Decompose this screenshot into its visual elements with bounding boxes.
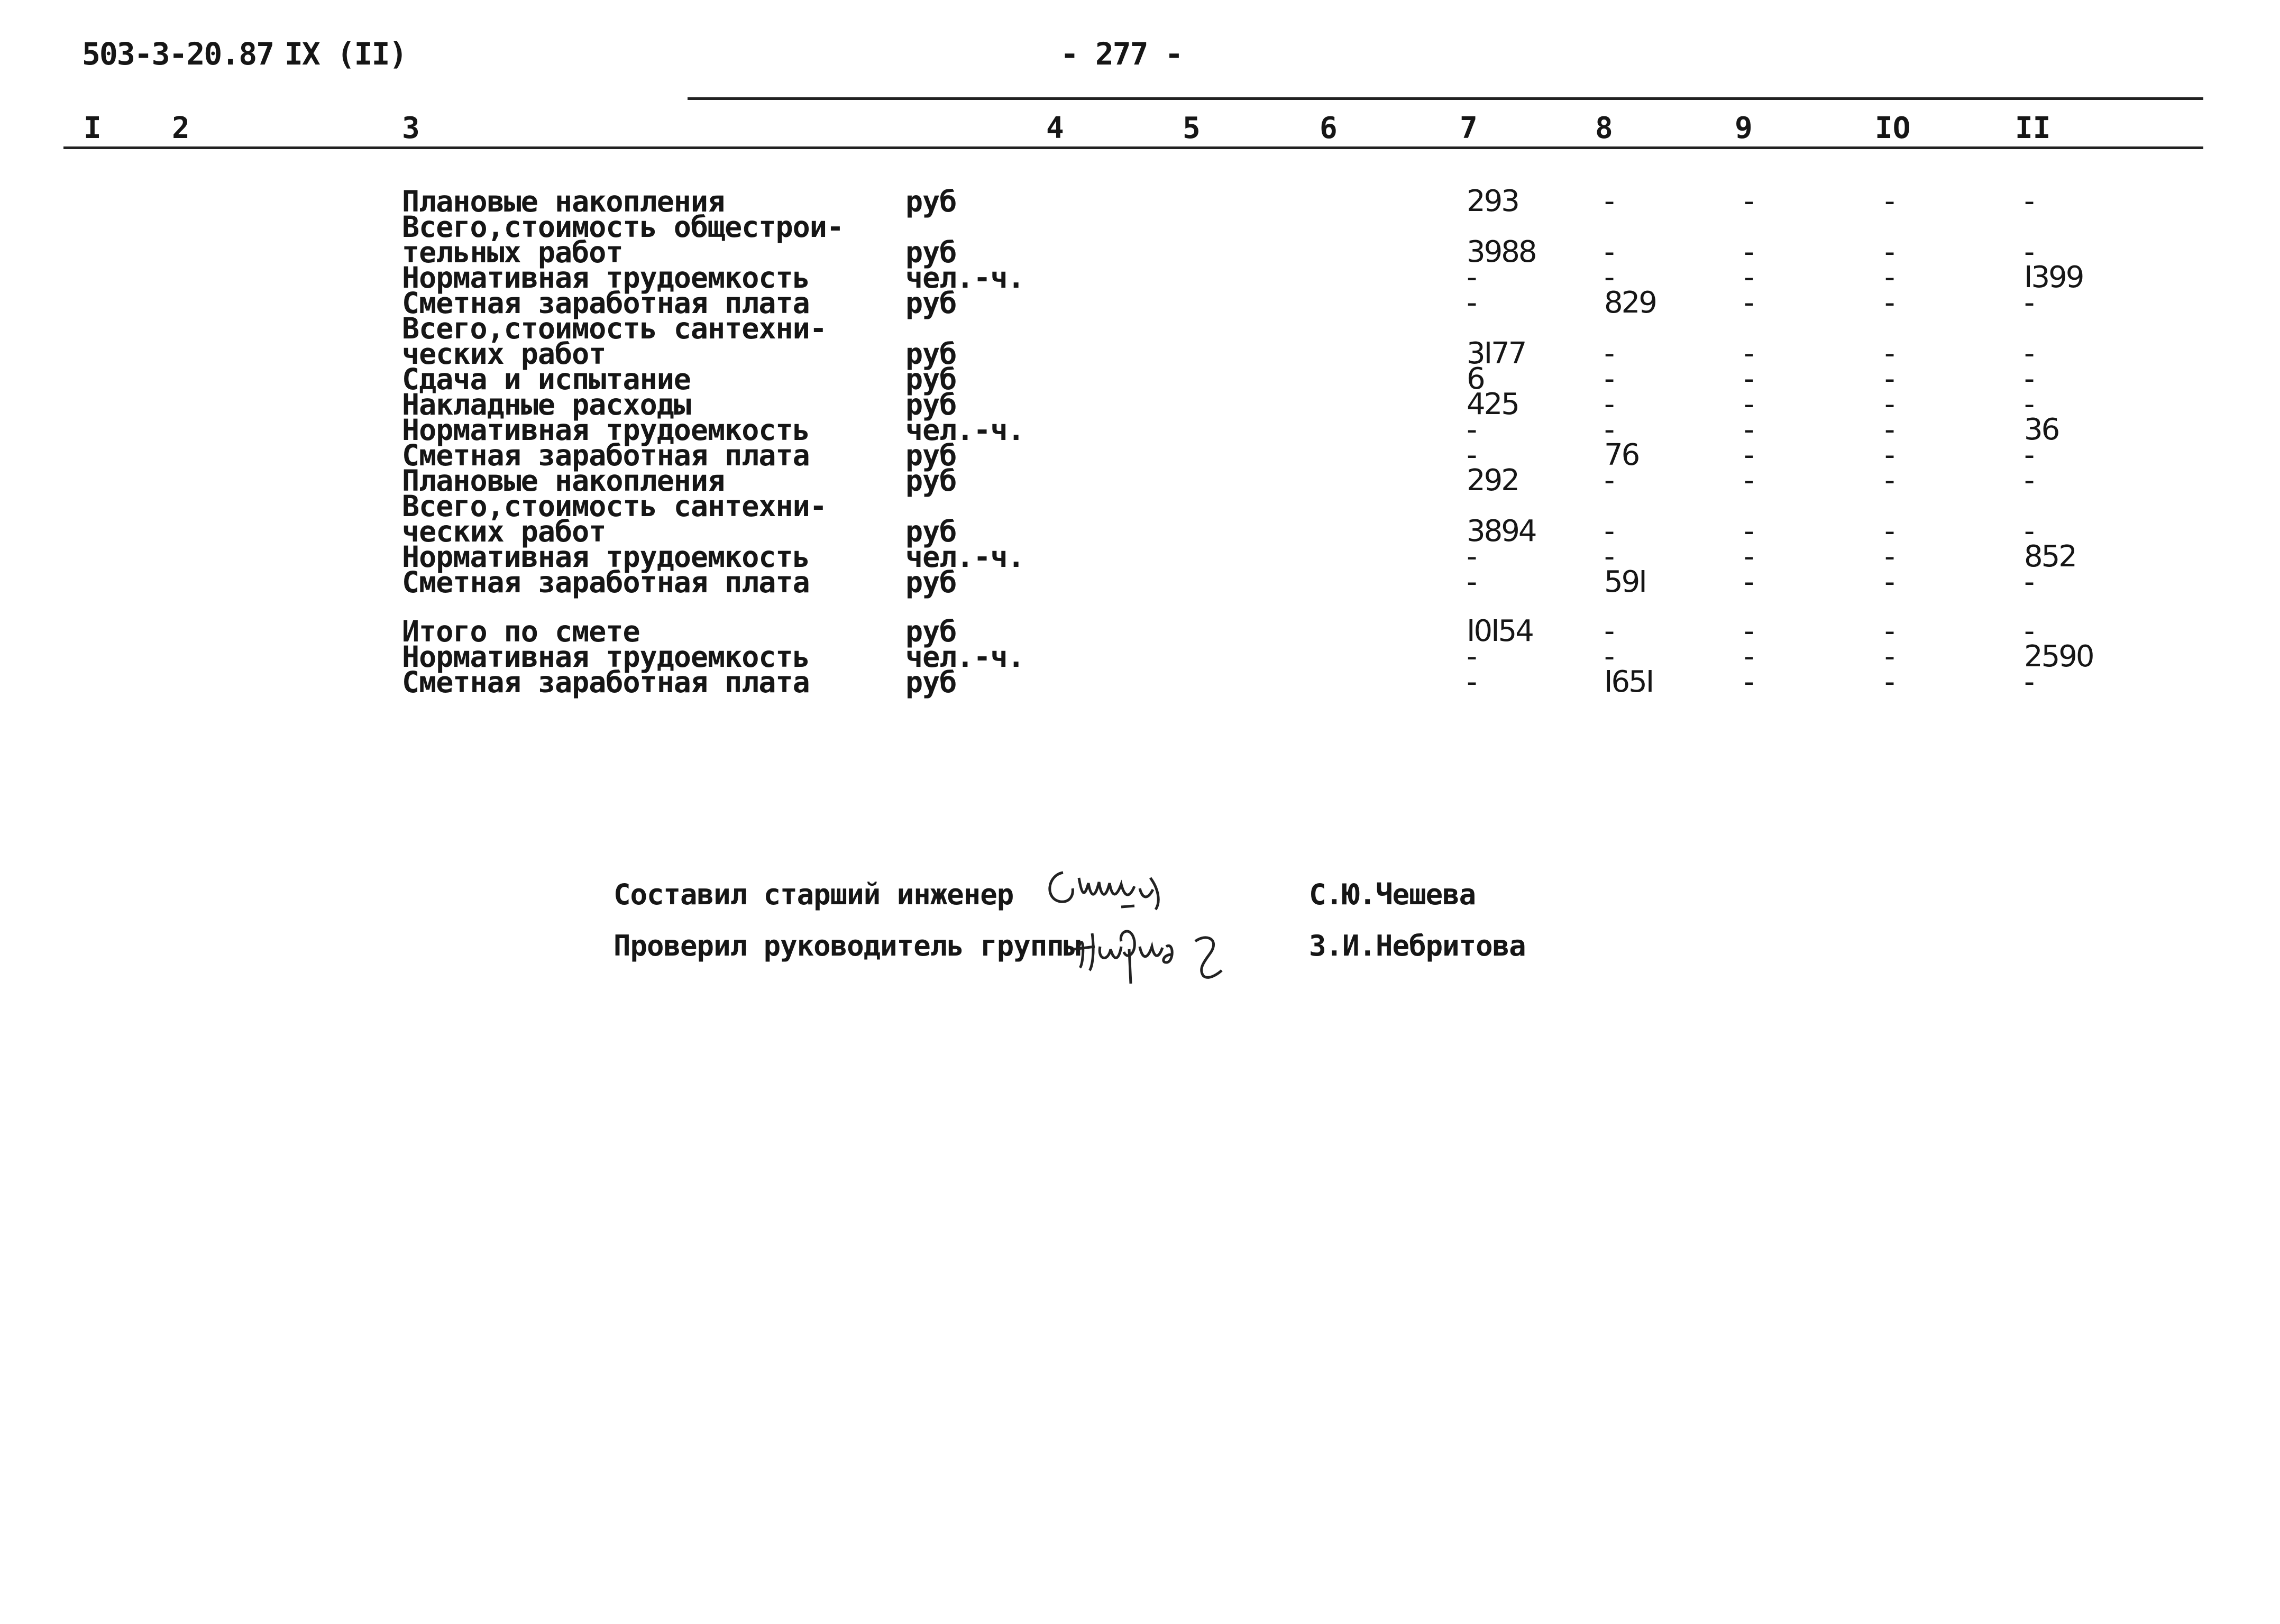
col11-value: - xyxy=(2024,565,2034,599)
column-number: 7 xyxy=(1460,111,1478,145)
table-row xyxy=(0,412,2280,447)
col10-value: - xyxy=(1884,639,1894,674)
col8-value: 829 xyxy=(1604,286,1656,320)
table-row xyxy=(0,438,2280,472)
row-unit: чел.-ч. xyxy=(905,261,1024,295)
col7-value: - xyxy=(1467,286,1476,320)
row-unit: руб xyxy=(905,614,957,648)
row-unit: чел.-ч. xyxy=(905,640,1024,674)
row-unit: руб xyxy=(905,235,957,269)
table-row xyxy=(0,463,2280,498)
col11-value: - xyxy=(2024,336,2034,371)
col8-value: 76 xyxy=(1604,438,1639,472)
checked-by-label: Проверил руководитель группы xyxy=(614,929,1081,962)
col9-value: - xyxy=(1744,514,1753,548)
col10-value: - xyxy=(1884,438,1894,472)
row-unit: руб xyxy=(905,665,957,699)
col11-value: - xyxy=(2024,235,2034,269)
col10-value: - xyxy=(1884,184,1894,218)
compiled-by-name: С.Ю.Чешева xyxy=(1309,878,1476,911)
column-number: II xyxy=(2015,111,2051,145)
row-unit: руб xyxy=(905,286,957,320)
row-name: Сметная заработная плата xyxy=(402,286,810,320)
col10-value: - xyxy=(1884,514,1894,548)
col9-value: - xyxy=(1744,260,1753,295)
col8-value: - xyxy=(1604,235,1614,269)
col7-value: 3894 xyxy=(1467,514,1536,548)
col10-value: - xyxy=(1884,565,1894,599)
column-number: IO xyxy=(1875,111,1911,145)
section-code: IX (II) xyxy=(285,36,407,72)
col9-value: - xyxy=(1744,362,1753,396)
row-name: Плановые накопления xyxy=(402,185,725,218)
col10-value: - xyxy=(1884,665,1894,699)
col8-value: - xyxy=(1604,184,1614,218)
page-number: - 277 - xyxy=(1060,36,1183,72)
row-name: Сдача и испытание xyxy=(402,362,691,396)
table-row xyxy=(0,311,2280,345)
row-unit: руб xyxy=(905,515,957,548)
table-row xyxy=(0,665,2280,699)
row-name: Сметная заработная плата xyxy=(402,438,810,472)
table-row xyxy=(0,565,2280,599)
col7-value: I0I54 xyxy=(1467,614,1533,648)
col11-value: - xyxy=(2024,438,2034,472)
col10-value: - xyxy=(1884,260,1894,295)
col10-value: - xyxy=(1884,387,1894,421)
table-row xyxy=(0,514,2280,548)
col11-value: - xyxy=(2024,463,2034,498)
row-unit: руб xyxy=(905,464,957,498)
col9-value: - xyxy=(1744,665,1753,699)
col7-value: - xyxy=(1467,412,1476,447)
table-row xyxy=(0,639,2280,674)
col8-value: - xyxy=(1604,614,1614,648)
col7-value: - xyxy=(1467,565,1476,599)
column-number: 2 xyxy=(172,111,190,145)
column-number: 3 xyxy=(402,111,420,145)
col8-value: - xyxy=(1604,387,1614,421)
col10-value: - xyxy=(1884,336,1894,371)
col10-value: - xyxy=(1884,539,1894,574)
col11-value: - xyxy=(2024,184,2034,218)
handwritten-signature-icon xyxy=(1068,910,1243,989)
col9-value: - xyxy=(1744,463,1753,498)
row-unit: чел.-ч. xyxy=(905,540,1024,574)
column-number: 8 xyxy=(1595,111,1613,145)
col7-value: 6 xyxy=(1467,362,1484,396)
row-name: тельных работ xyxy=(402,235,623,269)
row-name: Нормативная трудоемкость xyxy=(402,413,810,447)
row-name: Сметная заработная плата xyxy=(402,665,810,699)
col7-value: 425 xyxy=(1467,387,1518,421)
col8-value: - xyxy=(1604,639,1614,674)
column-number: 9 xyxy=(1735,111,1753,145)
checked-by-name: З.И.Небритова xyxy=(1309,929,1526,962)
table-row xyxy=(0,362,2280,396)
row-unit: руб xyxy=(905,185,957,218)
col7-value: - xyxy=(1467,639,1476,674)
col10-value: - xyxy=(1884,614,1894,648)
col8-value: - xyxy=(1604,539,1614,574)
row-unit: чел.-ч. xyxy=(905,413,1024,447)
col8-value: - xyxy=(1604,412,1614,447)
col9-value: - xyxy=(1744,184,1753,218)
table-row xyxy=(0,489,2280,523)
row-unit: руб xyxy=(905,362,957,396)
col10-value: - xyxy=(1884,362,1894,396)
col9-value: - xyxy=(1744,639,1753,674)
row-name: Всего,стоимость сантехни- xyxy=(402,311,827,345)
col11-value: - xyxy=(2024,387,2034,421)
col9-value: - xyxy=(1744,336,1753,371)
table-row xyxy=(0,210,2280,244)
col11-value: - xyxy=(2024,665,2034,699)
row-name: Нормативная трудоемкость xyxy=(402,640,810,674)
row-unit: руб xyxy=(905,337,957,371)
row-name: Нормативная трудоемкость xyxy=(402,540,810,574)
col10-value: - xyxy=(1884,463,1894,498)
table-row xyxy=(0,235,2280,269)
table-row xyxy=(0,260,2280,295)
col7-value: 292 xyxy=(1467,463,1518,498)
col8-value: - xyxy=(1604,362,1614,396)
col10-value: - xyxy=(1884,235,1894,269)
col7-value: 3988 xyxy=(1467,235,1536,269)
table-row xyxy=(0,286,2280,320)
header-bottom-rule xyxy=(63,146,2203,149)
col9-value: - xyxy=(1744,412,1753,447)
column-number: 4 xyxy=(1046,111,1064,145)
row-unit: руб xyxy=(905,565,957,599)
row-name: Накладные расходы xyxy=(402,388,691,421)
col7-value: - xyxy=(1467,438,1476,472)
row-name: Сметная заработная плата xyxy=(402,565,810,599)
col9-value: - xyxy=(1744,438,1753,472)
col11-value: - xyxy=(2024,614,2034,648)
col9-value: - xyxy=(1744,539,1753,574)
col10-value: - xyxy=(1884,412,1894,447)
row-name: Всего,стоимость общестрои- xyxy=(402,210,844,244)
col11-value: 36 xyxy=(2024,412,2059,447)
column-number: I xyxy=(84,111,102,145)
header-top-rule xyxy=(688,97,2203,100)
row-name: ческих работ xyxy=(402,337,606,371)
col7-value: - xyxy=(1467,665,1476,699)
document-code: 503-3-20.87 xyxy=(82,36,274,72)
col8-value: - xyxy=(1604,336,1614,371)
col8-value: I65I xyxy=(1604,665,1653,699)
table-row xyxy=(0,539,2280,574)
col11-value: 2590 xyxy=(2024,639,2093,674)
compiled-by-label: Составил старший инженер xyxy=(614,878,1014,911)
row-name: Нормативная трудоемкость xyxy=(402,261,810,295)
col7-value: 3I77 xyxy=(1467,336,1526,371)
col11-value: - xyxy=(2024,362,2034,396)
row-name: ческих работ xyxy=(402,515,606,548)
row-name: Итого по смете xyxy=(402,614,640,648)
row-unit: руб xyxy=(905,438,957,472)
col9-value: - xyxy=(1744,235,1753,269)
table-row xyxy=(0,387,2280,421)
col9-value: - xyxy=(1744,286,1753,320)
column-number: 5 xyxy=(1183,111,1201,145)
col11-value: I399 xyxy=(2024,260,2083,295)
col8-value: 59I xyxy=(1604,565,1646,599)
col7-value: - xyxy=(1467,260,1476,295)
row-unit: руб xyxy=(905,388,957,421)
col11-value: 852 xyxy=(2024,539,2076,574)
col7-value: - xyxy=(1467,539,1476,574)
col9-value: - xyxy=(1744,387,1753,421)
table-row xyxy=(0,184,2280,218)
col10-value: - xyxy=(1884,286,1894,320)
col8-value: - xyxy=(1604,514,1614,548)
column-number: 6 xyxy=(1320,111,1338,145)
col8-value: - xyxy=(1604,260,1614,295)
table-row xyxy=(0,614,2280,648)
col9-value: - xyxy=(1744,614,1753,648)
col9-value: - xyxy=(1744,565,1753,599)
table-row xyxy=(0,336,2280,371)
col7-value: 293 xyxy=(1467,184,1518,218)
col11-value: - xyxy=(2024,286,2034,320)
row-name: Всего,стоимость сантехни- xyxy=(402,489,827,523)
row-name: Плановые накопления xyxy=(402,464,725,498)
col11-value: - xyxy=(2024,514,2034,548)
col8-value: - xyxy=(1604,463,1614,498)
